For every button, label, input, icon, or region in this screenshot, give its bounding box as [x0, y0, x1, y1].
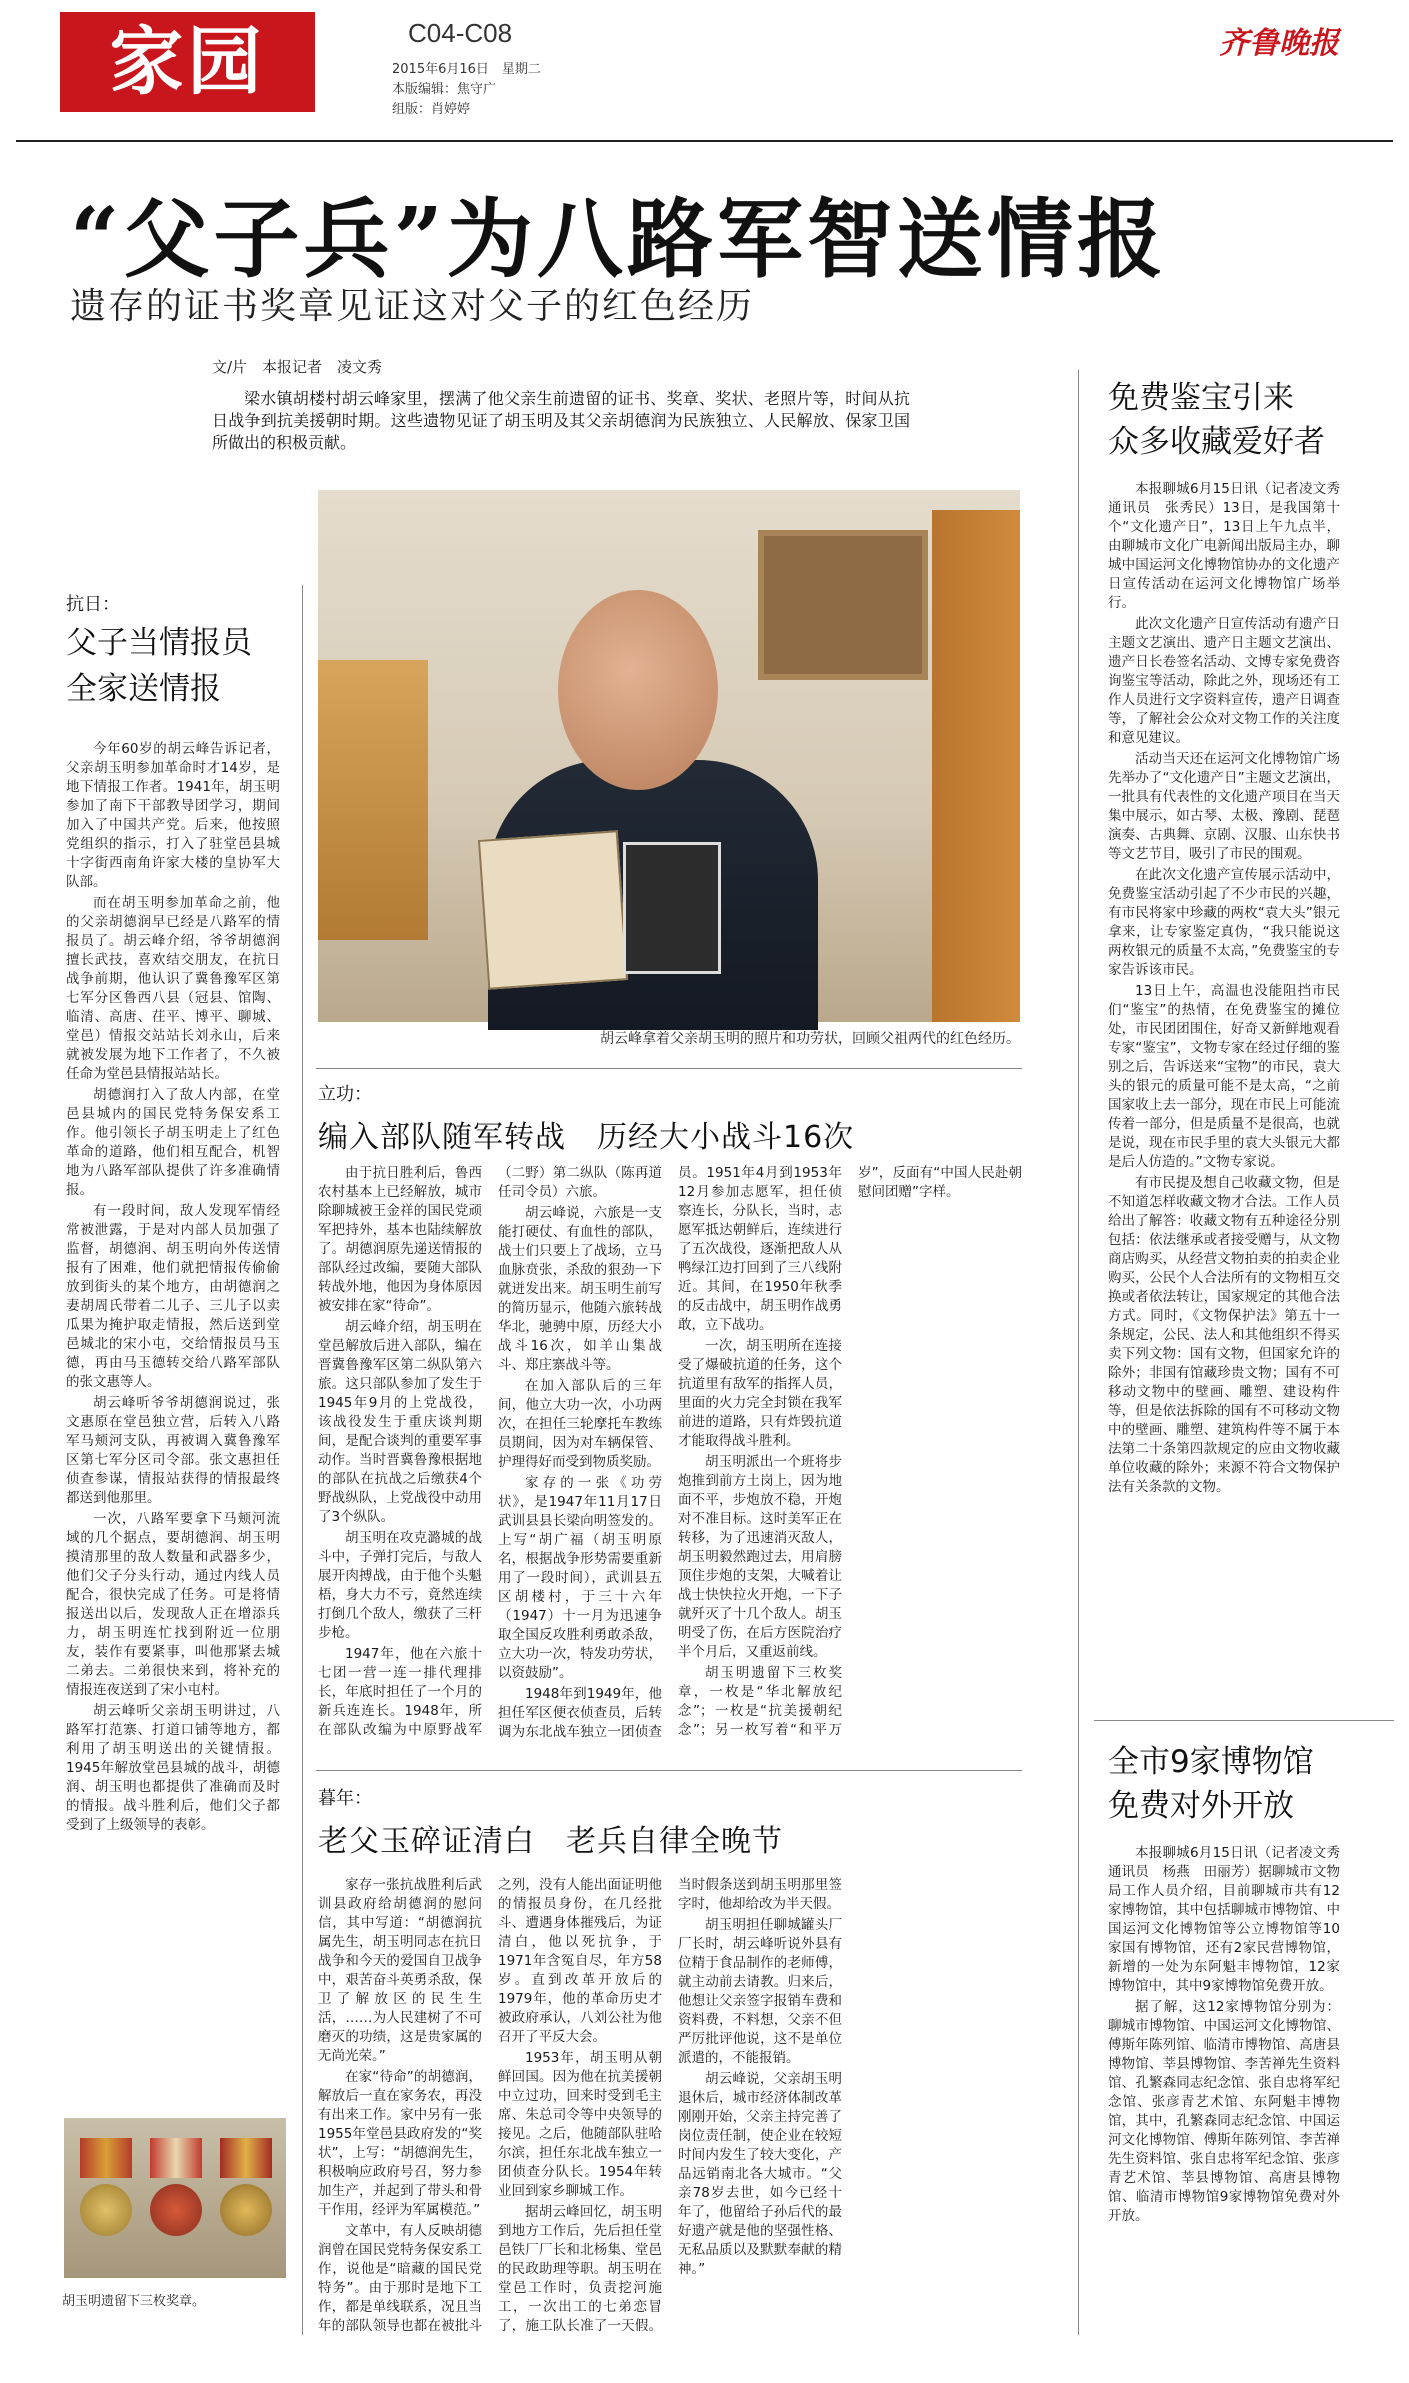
- column-rule-left: [302, 585, 303, 2335]
- section1-paragraph: 胡德润打入了敌人内部，在堂邑县城内的国民党特务保安系工作。他引领长子胡玉明走上了红色革命的道路，他们相互配合，机智地为八路军部队提供了许多准确情报。: [66, 1087, 280, 1198]
- photo-old-portrait: [623, 842, 721, 974]
- section1-paragraph: 今年60岁的胡云峰告诉记者，父亲胡玉明参加革命时才14岁，是地下情报工作者。1941年，胡玉明参加了南下干部教导团学习，期间加入了中国共产党。后来，他按照党组织的指示，打入了驻堂邑县城十字街西南角许家大楼的皇协军大队部。: [66, 741, 280, 890]
- sidebar2-paragraph: 本报聊城6月15日讯（记者凌文秀 通讯员 杨燕 田丽芳）据聊城市文物局工作人员介绍，目前聊城市共有12家博物馆，其中包括聊城市博物馆、中国运河文化博物馆等公立博物馆等10家国有博物馆，还有2家民营博物馆，新增的一处为东阿魁丰博物馆，12家博物馆中，其中9家博物馆免费开放。: [1108, 1845, 1354, 1994]
- section1-heading-line1: 父子当情报员: [66, 625, 252, 661]
- section2-paragraph: 在加入部队后的三年间，他立大功一次，小功两次，在担任三轮摩托车教练员期间，因为对车辆保管、护理得好而受到物质奖励。: [498, 1378, 662, 1470]
- section3-paragraph: 在家“待命”的胡德润，解放后一直在家务农，再没有出来工作。家中另有一张1955年堂邑县政府发的“奖状”，上写：“胡德润先生，积极响应政府号召，努力参加生产，并起到了带头和骨干作用，经评为军属模范。”: [318, 2069, 482, 2218]
- sidebar1-title-line1: 免费鉴宝引来: [1108, 380, 1294, 416]
- sidebar1-paragraph: 13日上午，高温也没能阻挡市民们“鉴宝”的热情，在免费鉴宝的摊位处，市民团团围住，好奇又新鲜地观看专家“鉴宝”，文物专家在经过仔细的鉴别之后，告诉送来“宝物”的市民，袁大头的银元的质量可能不是太高，“之前国家收上去一部分，现在市民上可能流传着一部分，但是质量不是很高，也就是说，现在市民手里的袁大头银元大都是后人仿造的。”文物专家说。: [1108, 983, 1340, 1170]
- medals-caption: 胡玉明遗留下三枚奖章。: [62, 2294, 206, 2309]
- section2-heading: 编入部队随军转战 历经大小战斗16次: [318, 1120, 855, 1155]
- sidebar1-paragraph: 此次文化遗产日宣传活动有遗产日主题文艺演出、遗产日主题文艺演出、遗产日长卷签名活动、文博专家免费咨询鉴宝等活动，除此之外，现场还有工作人员进行文字资料宣传，遗产日调查等，了解社会公众对文物工作的关注度和意见建议。: [1108, 616, 1340, 746]
- section1-paragraph: 一次，八路军要拿下马颊河流域的几个据点，要胡德润、胡玉明摸清那里的敌人数量和武器多少，他们父子分头行动，通过内线人员配合，很快完成了任务。可是将情报送出以后，发现敌人正在增添兵力，胡玉明连忙找到附近一位朋友，装作有要紧事，叫他那紧去城二弟去。二弟很快来到，将补充的情报连夜送到了宋小屯村。: [66, 1511, 280, 1698]
- medal-1: [80, 2138, 132, 2258]
- column-rule-right: [1078, 370, 1079, 2335]
- section3-paragraph: 家存一张抗战胜利后武训县政府给胡德润的慰问信，其中写道：“胡德润抗属先生，胡玉明同志在抗日战争和今天的爱国自卫战争中，艰苦奋斗英勇杀敌，保卫了解放区的民生生活，……为人民建树了不可磨灭的功绩，这是贵家属的无尚光荣。”: [318, 1877, 482, 2064]
- section1-heading-line2: 全家送情报: [66, 671, 221, 707]
- section2-paragraph: 胡玉明派出一个班将步炮推到前方土岗上，因为地面不平，步炮放不稳，开炮对不准目标。这时美军正在转移，为了迅速消灭敌人，胡玉明毅然跑过去，用肩膀顶住步炮的支架，大喊着让战士快快拉火开炮，一下子就歼灭了十几个敌人。胡玉明受了伤，在后方医院治疗半个月后，又重返前线。: [678, 1454, 842, 1660]
- medals-photo: [64, 2118, 286, 2278]
- article-subtitle: 遗存的证书奖章见证这对父子的红色经历: [70, 286, 755, 327]
- sidebar1-title: [1108, 376, 1325, 464]
- section3-paragraph: 胡玉明担任聊城罐头厂厂长时，胡云峰听说外县有位精于食品制作的老师傅，就主动前去请教。归来后，他想让父亲签字报销车费和资料费，不料想，父亲不但严厉批评他说，这不是单位派遣的，不能报销。: [678, 1917, 842, 2066]
- photo-person-head: [558, 590, 718, 790]
- section1-body: [66, 740, 280, 2106]
- section3-paragraph: 胡云峰说，父亲胡玉明退休后，城市经济体制改革刚刚开始，父亲主持完善了岗位责任制，使企业在较短时间内发生了较大变化，产品远销南北各大城市。“父亲78岁去世，如今已经十年了，他留给子孙后代的最好遗产就是他的坚强性格、无私品质以及默默奉献的精神。”: [678, 2071, 842, 2277]
- article-title: “父子兵”为八路军智送情报: [70, 189, 1167, 290]
- section1-paragraph: 胡云峰听爷爷胡德润说过，张文惠原在堂邑独立营，后转入八路军马颊河支队，再被调入冀鲁豫军区第七军分区司令部。张文惠担任侦查参谋，情报站获得的情报最终都送到他那里。: [66, 1395, 280, 1506]
- section3-kicker: 暮年：: [318, 1788, 372, 1809]
- sidebar2-title-line1: 全市9家博物馆: [1108, 1744, 1314, 1780]
- newspaper-brand: 齐鲁晚报: [1219, 26, 1339, 61]
- section2-paragraph: 胡云峰说，六旅是一支能打硬仗、有血性的部队，战士们只要上了战场，立马血脉贲张，杀敌的狠劲一下就迸发出来。胡玉明生前写的简历显示，他随六旅转战华北，驰骋中原，历经大小战斗16次，如羊山集战斗、郑庄寨战斗等。: [498, 1205, 662, 1373]
- section2-paragraph: 胡玉明在攻克潞城的战斗中，子弹打完后，与敌人展开肉搏战，由于他个头魁梧，身大力不亏，竟然连续打倒几个敌人，缴获了三杆步枪。: [318, 1530, 482, 1641]
- section1-kicker: 抗日：: [66, 594, 120, 615]
- medal-2: [150, 2138, 202, 2258]
- section-logo: 家园: [60, 12, 315, 112]
- article-lead: 梁水镇胡楼村胡云峰家里，摆满了他父亲生前遗留的证书、奖章、奖状、老照片等，时间从抗日战争到抗美援朝时期。这些遗物见证了胡玉明及其父亲胡德润为民族独立、人民解放、保家卫国所做出的积极贡献。: [212, 389, 910, 452]
- issue-meta: [392, 60, 541, 120]
- issue-layout: 组版：肖婷婷: [392, 102, 471, 117]
- section3-body: [318, 1876, 1022, 2344]
- photo-certificate: [478, 830, 628, 989]
- photo-cabinet: [318, 660, 428, 940]
- main-photo: [318, 490, 1020, 1022]
- masthead-rule: [16, 140, 1393, 142]
- section2-body: [318, 1164, 1022, 1758]
- section-rule-1: [316, 1068, 1022, 1069]
- photo-shelf: [758, 530, 928, 680]
- section-rule-2: [316, 1770, 1022, 1771]
- sidebar2-title-line2: 免费对外开放: [1108, 1788, 1294, 1824]
- section3-paragraph: 文革中，有人反映胡德润曾在国民党特务保安系工作，说他是“暗藏的国民党特务”。由于那时是地下工作，都是单线联系，况且当年的部队领导也都在被批斗之列，没有人能出面证明他的情报员身份，在几经批斗、遭遇身体摧残后，为证清白，他以死抗争，于1971年含冤自尽，年方58岁。直到改革开放后的1979年，他的革命历史才被政府承认，八刘公社为他召开了平反大会。: [318, 1877, 662, 2334]
- section2-paragraph: 家存的一张《功劳状》，是1947年11月17日武训县县长梁向明签发的。上写“胡广福（胡玉明原名，根据战争形势需要重新用了一段时间），武训县五区胡楼村，于三十六年（1947）十一月为迅速争取全国反攻胜利勇敢杀敌，立大功一次，特发功劳状，以资鼓励”。: [498, 1475, 662, 1681]
- section1-paragraph: 胡云峰听父亲胡玉明讲过，八路军打范寨、打道口铺等地方，都利用了胡玉明送出的关键情报。1945年解放堂邑县城的战斗，胡德润、胡玉明也都提供了准确而及时的情报。战斗胜利后，他们父子都受到了上级领导的表彰。: [66, 1703, 280, 1833]
- section2-kicker: 立功：: [318, 1084, 372, 1105]
- medal-3: [220, 2138, 272, 2258]
- issue-editor: 本版编辑：焦守广: [392, 82, 497, 97]
- section2-paragraph: 由于抗日胜利后，鲁西农村基本上已经解放，城市除聊城被王金祥的国民党顽军把持外，基本也陆续解放了。胡德润原先递送情报的部队经过改编，要随大部队转战外地，他因为身体原因被安排在家“待命”。: [318, 1165, 482, 1314]
- section1-heading: [66, 620, 252, 712]
- photo-caption: 胡云峰拿着父亲胡玉明的照片和功劳状，回顾父祖两代的红色经历。: [600, 1031, 1020, 1047]
- section3-heading: 老父玉碎证清白 老兵自律全晚节: [318, 1824, 783, 1859]
- section2-paragraph: 1948年到1949年，他担任军区便衣侦查员，后转调为东北战车独立一团侦查员。1951年4月到1953年12月参加志愿军，担任侦察连长，分队长，当时，志愿军抵达朝鲜后，连续进行了五次战役，逐渐把敌人从鸭绿江边打回到了三八线附近。其间，在1950年秋季的反击战中，胡玉明作战勇敢，立下战功。: [498, 1165, 842, 1740]
- section3-paragraph: 1953年，胡玉明从朝鲜回国。因为他在抗美援朝中立过功，回来时受到毛主席、朱总司令等中央领导的接见。之后，他随部队驻哈尔滨，担任东北战车独立一团侦查分队长。1954年转业回到家乡聊城工作。: [498, 2050, 662, 2199]
- section1-paragraph: 而在胡玉明参加革命之前，他的父亲胡德润早已经是八路军的情报员了。胡云峰介绍，爷爷胡德润擅长武技，喜欢结交朋友，在抗日战争前期，他认识了冀鲁豫军区第七军分区鲁西八县（冠县、馆陶、临清、高唐、茌平、博平、聊城、堂邑）情报交站站长刘永山，后来就被发展为地下工作者了，不久被任命为堂邑县情报站站长。: [66, 895, 280, 1082]
- sidebar1-paragraph: 活动当天还在运河文化博物馆广场先举办了“文化遗产日”主题文艺演出，一批具有代表性的文化遗产项目在当天集中展示，如古琴、太极、豫剧、琵琶演奏、古典舞、京剧、汉服、山东快书等文艺节目，吸引了市民的围观。: [1108, 751, 1340, 862]
- section2-paragraph: 一次，胡玉明所在连接受了爆破抗道的任务，这个抗道里有敌军的指挥人员，里面的火力完全封锁在我军前进的道路，只有炸毁抗道才能取得战斗胜利。: [678, 1338, 842, 1449]
- article-byline: 文/片 本报记者 凌文秀: [212, 358, 383, 376]
- sidebar1-paragraph: 在此次文化遗产宣传展示活动中，免费鉴宝活动引起了不少市民的兴趣，有市民将家中珍藏的两枚“袁大头”银元拿来，让专家鉴定真伪，“我只能说这两枚银元的质量不太高，”免费鉴宝的专家告诉该市民。: [1108, 867, 1340, 978]
- photo-door: [932, 510, 1020, 1022]
- sidebar1-title-line2: 众多收藏爱好者: [1108, 424, 1325, 460]
- section2-paragraph: 胡云峰介绍，胡玉明在堂邑解放后进入部队，编在晋冀鲁豫军区第二纵队第六旅。这只部队参加了发生于1945年9月的上党战役，该战役发生于重庆谈判期间，是配合谈判的重要军事动作。当时晋冀鲁豫根据地的部队在抗战之后缴获4个野战纵队，上党战役中动用了3个纵队。: [318, 1319, 482, 1525]
- sidebar2-title: [1108, 1740, 1314, 1828]
- masthead: [0, 0, 1409, 150]
- sidebar1-body: [1108, 480, 1354, 1708]
- sidebar2-body: [1108, 1844, 1354, 2344]
- section2-paragraph: 胡玉明遗留下三枚奖章，一枚是“华北解放纪念”；一枚是“抗美援朝纪念”；另一枚写着“和平万岁”，反面有“中国人民赴朝慰问团赠”字样。: [678, 1165, 1022, 1738]
- sidebar-rule: [1094, 1720, 1394, 1721]
- issue-date: 2015年6月16日 星期二: [392, 62, 541, 77]
- section1-paragraph: 有一段时间，敌人发现军情经常被泄露，于是对内部人员加强了监督，胡德润、胡玉明向外传送情报有了困难，他们就把情报传偷偷放到街头的某个地方，由胡德润之妻胡周氏带着二儿子、三儿子以卖瓜果为掩护取走情报，然后送到堂邑城北的宋小屯，交给情报员马玉德，再由马玉德转交给八路军部队的张文惠等人。: [66, 1203, 280, 1390]
- sidebar1-paragraph: 有市民提及想自己收藏文物，但是不知道怎样收藏文物才合法。工作人员给出了解答：收藏文物有五种途径分别包括：依法继承或者接受赠与，从文物商店购买，从经营文物拍卖的拍卖企业购买，公民个人合法所有的文物相互交换或者依法转让，国家规定的其他合法方式。同时，《文物保护法》第五十一条规定，公民、法人和其他组织不得买卖下列文物：国有文物，但国家允许的除外；非国有馆藏珍贵文物；国有不可移动文物中的壁画、雕塑、建设构件等，但是依法拆除的国有不可移动文物中的壁画、雕塑、建筑构件等不属于本法第二十条第四款规定的应由文物收藏单位收藏的除外；来源不符合文物保护法有关条款的文物。: [1108, 1175, 1340, 1495]
- sidebar2-paragraph: 据了解，这12家博物馆分别为：聊城市博物馆、中国运河文化博物馆、傅斯年陈列馆、临清市博物馆、高唐县博物馆、莘县博物馆、李苦禅先生资料馆、孔繁森同志纪念馆、张自忠将军纪念馆、张彦青艺术馆、东阿魁丰博物馆，其中，孔繁森同志纪念馆、中国运河文化博物馆、傅斯年陈列馆、李苦禅先生资料馆、张自忠将军纪念馆、张彦青艺术馆、莘县博物馆、高唐县博物馆、临清市博物馆9家博物馆免费对外开放。: [1108, 1999, 1340, 2224]
- sidebar1-paragraph: 本报聊城6月15日讯（记者凌文秀 通讯员 张秀民）13日，是我国第十个“文化遗产日”，13日上午九点半，由聊城市文化广电新闻出版局主办，聊城中国运河文化博物馆协办的文化遗产日宣传活动在运河文化博物馆广场举行。: [1108, 481, 1354, 611]
- section3-paragraph: 据胡云峰回忆，胡玉明到地方工作后，先后担任堂邑铁厂厂长和北杨集、堂邑的民政助理等职。胡玉明在堂邑工作时，负责挖河施工，一次出工的七弟恋冒了，施工队长准了一天假。当时假条送到胡玉明那里签字时，他却给改为半天假。: [498, 1877, 842, 2334]
- section-range: C04-C08: [408, 18, 513, 48]
- section2-paragraph: 1947年，他在六旅十七团一营一连一排代理排长，年底时担任了一个月的新兵连连长。1948年，所在部队改编为中原野战军（二野）第二纵队（陈再道任司令员）六旅。: [318, 1165, 662, 1738]
